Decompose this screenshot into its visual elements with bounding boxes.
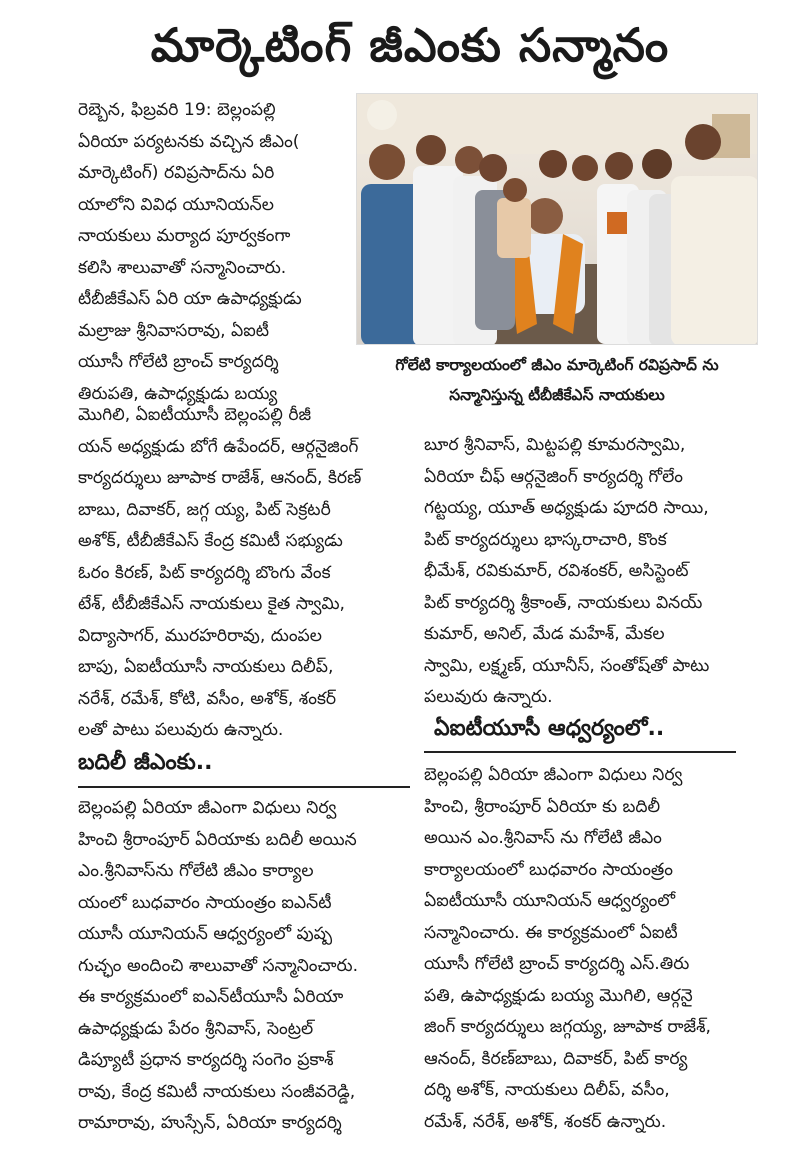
text-line: ఈ కార్యక్రమంలో ఐఎన్‌టీయూసీ ఏరియా (78, 987, 344, 1007)
text-line: పతి, ఉపాధ్యక్షుడు బయ్య మొగిలి, ఆర్గనై (424, 985, 693, 1006)
text-line: అయిన ఎం.శ్రీనివాస్ ను గోలేటి జీఎం (424, 828, 662, 848)
text-line: రమేశ్, నరేశ్, అశోక్, శంకర్ ఉన్నారు. (424, 1111, 667, 1132)
photo-caption (356, 350, 758, 410)
text-line: ఏరియా చీఫ్ ఆర్గనైజింగ్ కార్యదర్శి గోలేం (424, 466, 684, 487)
text-line: విద్యాసాగర్, మురహరిరావు, దుంపల (78, 625, 322, 646)
text-line: కార్యాలయంలో బుధవారం సాయంత్రం (424, 859, 674, 880)
text-line: రెబ్బెన, ఫిబ్రవరి 19: బెల్లంపల్లి (78, 100, 276, 120)
text-line: ఆనంద్, కిరణ్‌బాబు, దివాకర్, పిట్ కార్య (424, 1048, 688, 1069)
text-line: ఎం.శ్రీనివాస్‌ను గోలేటి జీఎం కార్యాల (78, 861, 314, 881)
article-body-left (78, 400, 413, 747)
text-line: బాబు, దివాకర్, జగ్గ య్య, పిట్ సెక్రటరీ (78, 499, 331, 520)
text-line: పిట్ కార్యదర్శులు భాస్కరాచారి, కొంక (424, 529, 667, 550)
text-line: తిరుపతి, ఉపాధ్యక్షుడు బయ్య (78, 383, 278, 404)
text-line: బాపు, ఏఐటీయూసీ నాయకులు దిలీప్, (78, 657, 334, 677)
text-line: ఓరం కిరణ్, పిట్ కార్యదర్శి బొంగు వేంక (78, 562, 331, 583)
text-line: స్వామి, లక్ష్మణ్, యూనీస్, సంతోష్‌తో పాటు (424, 655, 710, 676)
text-line: యూసీ యూనియన్ ఆధ్వర్యంలో పుష్ప (78, 924, 333, 944)
text-line: యంలో బుధవారం సాయంత్రం ఐఎన్‌టీ (78, 892, 332, 913)
text-line: రామారావు, హుస్సేన్, ఏరియా కార్యదర్శి (78, 1113, 342, 1133)
text-line: మొగిలి, ఏఐటీయూసీ బెల్లంపల్లి రీజీ (78, 405, 312, 425)
text-line: యూసీ గోలేటి బ్రాంచ్ కార్యదర్శి ఎస్.తిరు (424, 954, 690, 974)
text-line: సన్మానించారు. ఈ కార్యక్రమంలో ఏఐటీ (424, 922, 678, 943)
headline: మార్కెటింగ్ జీఎంకు సన్మానం (150, 18, 670, 72)
section-divider-right (424, 751, 736, 753)
article-body-right (424, 430, 764, 714)
caption-line-2: సన్మానిస్తున్న టీబీజీకేఎస్ నాయకులు (449, 386, 665, 404)
text-line: బెల్లంపల్లి ఏరియా జీఎంగా విధులు నిర్వ (78, 798, 337, 818)
text-line: ఏరియా పర్యటనకు వచ్చిన జీఎం( (78, 131, 300, 152)
text-line: హించి శ్రీరాంపూర్ ఏరియాకు బదిలీ అయిన (78, 829, 357, 850)
text-line: యాలోని వివిధ యూనియన్‌ల (78, 194, 274, 215)
text-line: రావు, కేంద్ర కమిటీ నాయకులు సంజీవరెడ్డి, (78, 1081, 356, 1102)
text-line: లతో పాటు పలువురు ఉన్నారు. (78, 720, 284, 740)
text-line: నరేశ్, రమేశ్, కోటి, వసీం, అశోక్, శంకర్ (78, 688, 337, 709)
section-body-right (424, 760, 764, 1138)
text-line: దర్శి అశోక్, నాయకులు దిలీప్, వసీం, (424, 1080, 670, 1100)
text-line: బూర శ్రీనివాస్, మిట్టపల్లి కూమరస్వామి, (424, 435, 686, 455)
text-line: మార్కెటింగ్) రవిప్రసాద్‌ను ఏరి (78, 163, 275, 183)
section-heading-transfer-gm: బదిలీ జీఎంకు.. (78, 750, 213, 775)
text-line: హించి, శ్రీరాంపూర్ ఏరియా కు బదిలీ (424, 796, 661, 817)
text-line: మల్రాజు శ్రీనివాసరావు, ఏఐటీ (78, 320, 269, 341)
text-line: కలిసి శాలువాతో సన్మానించారు. (78, 257, 287, 278)
text-line: యన్ అధ్యక్షుడు బోగే ఉపేందర్, ఆర్గనైజింగ్ (78, 436, 359, 457)
group-photo-icon (356, 93, 758, 345)
text-line: జింగ్ కార్యదర్శులు జగ్గయ్య, జూపాక రాజేశ్, (424, 1017, 711, 1037)
section-body-left (78, 793, 413, 1140)
article-intro-column (78, 95, 348, 410)
text-line: కుమార్, అనిల్, మేడ మహేశ్, మేకల (424, 624, 665, 644)
text-line: ఉపాధ్యక్షుడు పేరం శ్రీనివాస్, సెంట్రల్ (78, 1018, 314, 1039)
text-line: బెల్లంపల్లి ఏరియా జీఎంగా విధులు నిర్వ (424, 765, 683, 785)
text-line: ఏఐటీయూసీ యూనియన్ ఆధ్వర్యంలో (424, 891, 676, 911)
text-line: టీబీజీకేఎస్ ఏరి యా ఉపాధ్యక్షుడు (78, 289, 302, 309)
text-line: కార్యదర్శులు జూపాక రాజేశ్, ఆనంద్, కిరణ్ (78, 468, 362, 488)
text-line: టేశ్, టీబీజీకేఎస్ నాయకులు కైత స్వామి, (78, 594, 345, 614)
text-line: గుచ్ఛం అందించి శాలువాతో సన్మానించారు. (78, 955, 359, 976)
text-line: డిప్యూటీ ప్రధాన కార్యదర్శి సంగెం ప్రకాశ్ (78, 1050, 334, 1070)
caption-line-1: గోలేటి కార్యాలయంలో జీఎం మార్కెటింగ్ రవిప్రసాద్ ను (395, 356, 719, 374)
section-heading-aituc: ఏఐటీయూసీ ఆధ్వర్యంలో.. (434, 716, 665, 741)
text-line: పిట్ కార్యదర్శి శ్రీకాంత్, నాయకులు వినయ్ (424, 592, 703, 613)
section-divider-left (78, 786, 410, 788)
text-line: భీమేశ్, రవికుమార్, రవిశంకర్, అసిస్టెంట్ (424, 561, 689, 581)
text-line: నాయకులు మర్యాద పూర్వకంగా (78, 226, 291, 246)
text-line: గట్టయ్య, యూత్ అధ్యక్షుడు పూదరి సాయి, (424, 498, 709, 518)
text-line: అశోక్, టీబీజీకేఎస్ కేంద్ర కమిటీ సభ్యుడు (78, 531, 343, 551)
text-line: పలువురు ఉన్నారు. (424, 687, 553, 707)
text-line: యూసీ గోలేటి బ్రాంచ్ కార్యదర్శి (78, 352, 279, 372)
